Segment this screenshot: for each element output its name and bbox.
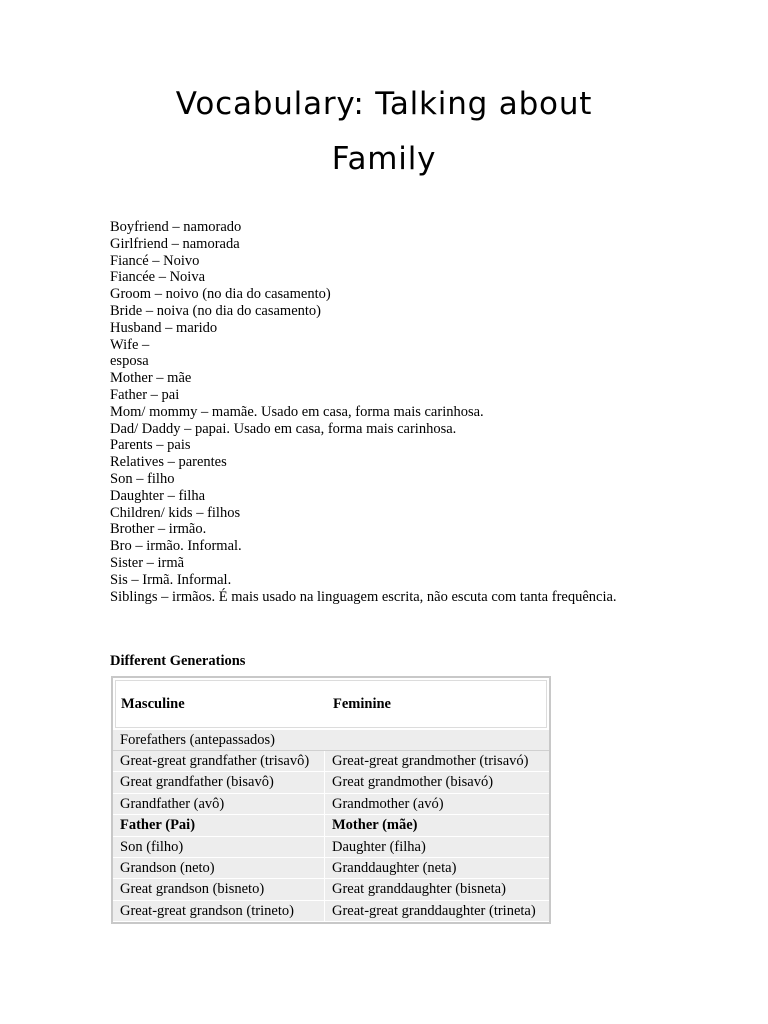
generations-table: [111, 676, 551, 924]
cell-feminine: Great-great granddaughter (trineta): [332, 902, 536, 919]
vocab-item: Sister – irmã: [110, 554, 185, 571]
section-heading-generations: Different Generations: [110, 653, 246, 669]
table-row: [113, 772, 549, 793]
cell-feminine: Mother (mãe): [332, 817, 418, 834]
page-title-line-2: Family: [331, 141, 437, 177]
vocab-item: Father – pai: [110, 386, 180, 403]
cell-feminine: Granddaughter (neta): [332, 859, 457, 876]
table-row: [113, 751, 549, 772]
vocab-item: Wife –: [110, 336, 150, 353]
vocab-item: Fiancée – Noiva: [110, 269, 206, 286]
cell-masculine: Great-great grandson (trineto): [113, 901, 325, 921]
cell-feminine: Daughter (filha): [332, 838, 426, 855]
vocab-item: Husband – marido: [110, 319, 218, 336]
vocab-item: Brother – irmão.: [110, 521, 207, 538]
table-span-row: Forefathers (antepassados): [113, 730, 549, 751]
table-body: [113, 751, 549, 922]
vocabulary-list: [110, 219, 710, 605]
header-masculine: Masculine: [121, 695, 185, 712]
vocab-item: Groom – noivo (no dia do casamento): [110, 286, 331, 303]
table-row: [113, 858, 549, 879]
page-title-line-1: Vocabulary: Talking about: [175, 86, 593, 122]
cell-masculine: Grandson (neto): [113, 858, 325, 878]
vocab-item: Siblings – irmãos. É mais usado na linguagem escrita, não escuta com tanta frequência.: [110, 588, 617, 605]
table-row: [113, 815, 549, 836]
cell-masculine: Grandfather (avô): [113, 794, 325, 814]
cell-masculine: Great grandfather (bisavô): [113, 772, 325, 792]
vocab-item: Mom/ mommy – mamãe. Usado em casa, forma mais carinhosa.: [110, 403, 484, 420]
cell-feminine: Great granddaughter (bisneta): [332, 881, 506, 898]
table-row: [113, 794, 549, 815]
table-row: [113, 901, 549, 922]
vocab-item: Dad/ Daddy – papai. Usado em casa, forma mais carinhosa.: [110, 420, 457, 437]
cell-masculine: Great-great grandfather (trisavô): [113, 751, 325, 771]
vocab-item: Boyfriend – namorado: [110, 219, 242, 235]
cell-masculine: Father (Pai): [113, 815, 325, 835]
vocab-item: Girlfriend – namorada: [110, 235, 240, 252]
table-header: [115, 680, 547, 728]
vocab-item: Fiancé – Noivo: [110, 252, 200, 269]
vocab-item: Parents – pais: [110, 437, 191, 454]
cell-masculine: Son (filho): [113, 837, 325, 857]
vocab-item: Relatives – parentes: [110, 454, 227, 471]
cell-feminine: Great grandmother (bisavó): [332, 774, 494, 791]
header-feminine: Feminine: [333, 695, 391, 712]
cell-feminine: Great-great grandmother (trisavó): [332, 753, 529, 769]
vocab-item: esposa: [110, 353, 149, 370]
table-row: [113, 879, 549, 900]
vocab-item: Daughter – filha: [110, 487, 206, 504]
cell-masculine: Great grandson (bisneto): [113, 879, 325, 899]
vocab-item: Bride – noiva (no dia do casamento): [110, 302, 321, 319]
vocab-item: Son – filho: [110, 470, 175, 487]
vocab-item: Children/ kids – filhos: [110, 504, 241, 521]
cell-feminine: Grandmother (avó): [332, 795, 444, 812]
vocab-item: Mother – mãe: [110, 370, 192, 387]
vocab-item: Sis – Irmã. Informal.: [110, 571, 232, 588]
table-row: [113, 837, 549, 858]
vocab-item: Bro – irmão. Informal.: [110, 538, 242, 555]
